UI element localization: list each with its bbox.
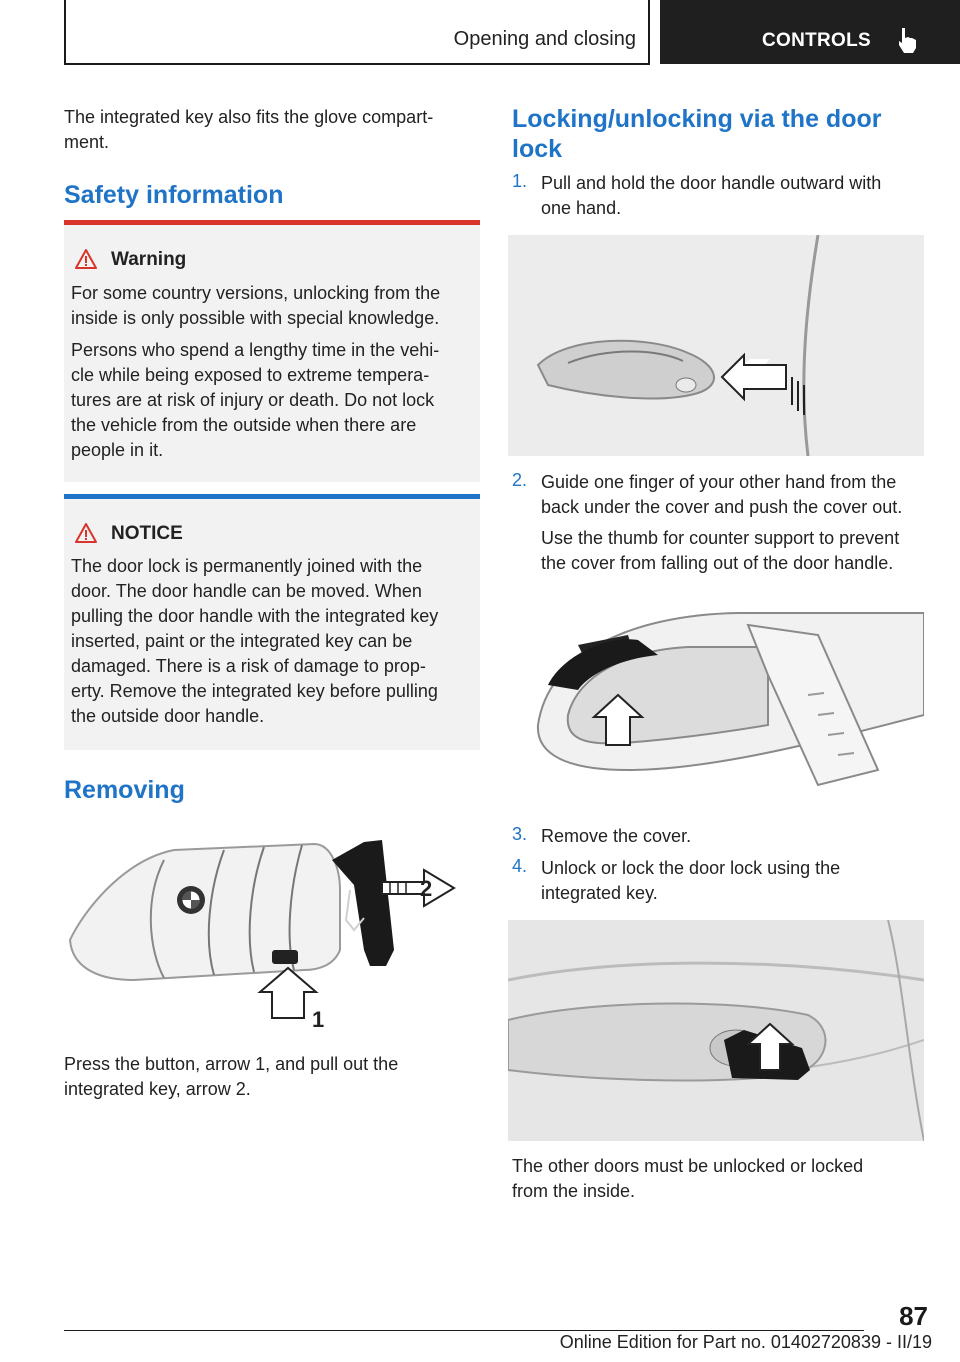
step-1-number: 1. bbox=[512, 171, 528, 191]
cover-push-illustration bbox=[508, 595, 924, 795]
page-number: 87 bbox=[899, 1301, 928, 1331]
door-handle-pull-illustration bbox=[508, 235, 924, 456]
key-in-lock-illustration bbox=[508, 920, 924, 1141]
header-bottom-rule bbox=[64, 63, 650, 65]
header-left-rule bbox=[64, 0, 66, 64]
step-2-extra-text: Use the thumb for counter support to prevent the cover from falling out of the door handle. bbox=[541, 528, 900, 573]
step-3-text: Remove the cover. bbox=[541, 826, 692, 846]
warning-paragraph-2: Persons who spend a lengthy time in the vehi- cle while being exposed to extreme tempera- tures are at risk of injury or death. Do not lock the vehicle from the outside when there are people in it. bbox=[71, 340, 440, 460]
warning-box bbox=[64, 220, 480, 482]
safety-information-heading: Safety information bbox=[64, 181, 284, 209]
arrow-1-label: 1 bbox=[312, 1007, 325, 1030]
arrow-2-label: 2 bbox=[420, 876, 433, 901]
header-divider bbox=[648, 0, 650, 64]
warning-triangle-icon bbox=[74, 248, 98, 270]
door-lock-heading: Locking/unlocking via the door lock bbox=[512, 105, 882, 163]
notice-box bbox=[64, 494, 480, 750]
warning-title: Warning bbox=[111, 249, 187, 270]
warning-bar bbox=[64, 220, 480, 225]
header-section-title: Opening and closing bbox=[453, 28, 636, 50]
footer-edition: Online Edition for Part no. 01402720839 - II/19 bbox=[559, 1332, 932, 1352]
intro-paragraph: The integrated key also fits the glove compart- ment. bbox=[64, 107, 434, 152]
step-2-number: 2. bbox=[512, 470, 528, 490]
footer-rule bbox=[64, 1330, 864, 1331]
warning-paragraph-1: For some country versions, unlocking from the inside is only possible with special knowledge. bbox=[71, 283, 441, 328]
step-3-number: 3. bbox=[512, 824, 528, 844]
integrated-key-illustration bbox=[64, 830, 480, 1030]
closing-paragraph: The other doors must be unlocked or locked from the inside. bbox=[512, 1156, 864, 1201]
notice-bar bbox=[64, 494, 480, 499]
notice-paragraph: The door lock is permanently joined with the door. The door handle can be moved. When pulling the door handle with the integrated key inserted, paint or the integrated key can be damaged. There is a risk of damage to prop- erty. Remove the integrated key before pulling the outside door handle. bbox=[71, 556, 439, 726]
pointing-hand-icon bbox=[896, 26, 920, 54]
step-1-text: Pull and hold the door handle outward with one hand. bbox=[541, 173, 882, 218]
step-2-text: Guide one finger of your other hand from the back under the cover and push the cover out. bbox=[541, 472, 903, 517]
removing-paragraph: Press the button, arrow 1, and pull out the integrated key, arrow 2. bbox=[64, 1054, 399, 1099]
removing-heading: Removing bbox=[64, 776, 185, 804]
notice-triangle-icon bbox=[74, 522, 98, 544]
step-4-text: Unlock or lock the door lock using the integrated key. bbox=[541, 858, 841, 903]
step-4-number: 4. bbox=[512, 856, 528, 876]
header-chapter-label: CONTROLS bbox=[762, 30, 872, 51]
notice-title: NOTICE bbox=[111, 523, 183, 544]
